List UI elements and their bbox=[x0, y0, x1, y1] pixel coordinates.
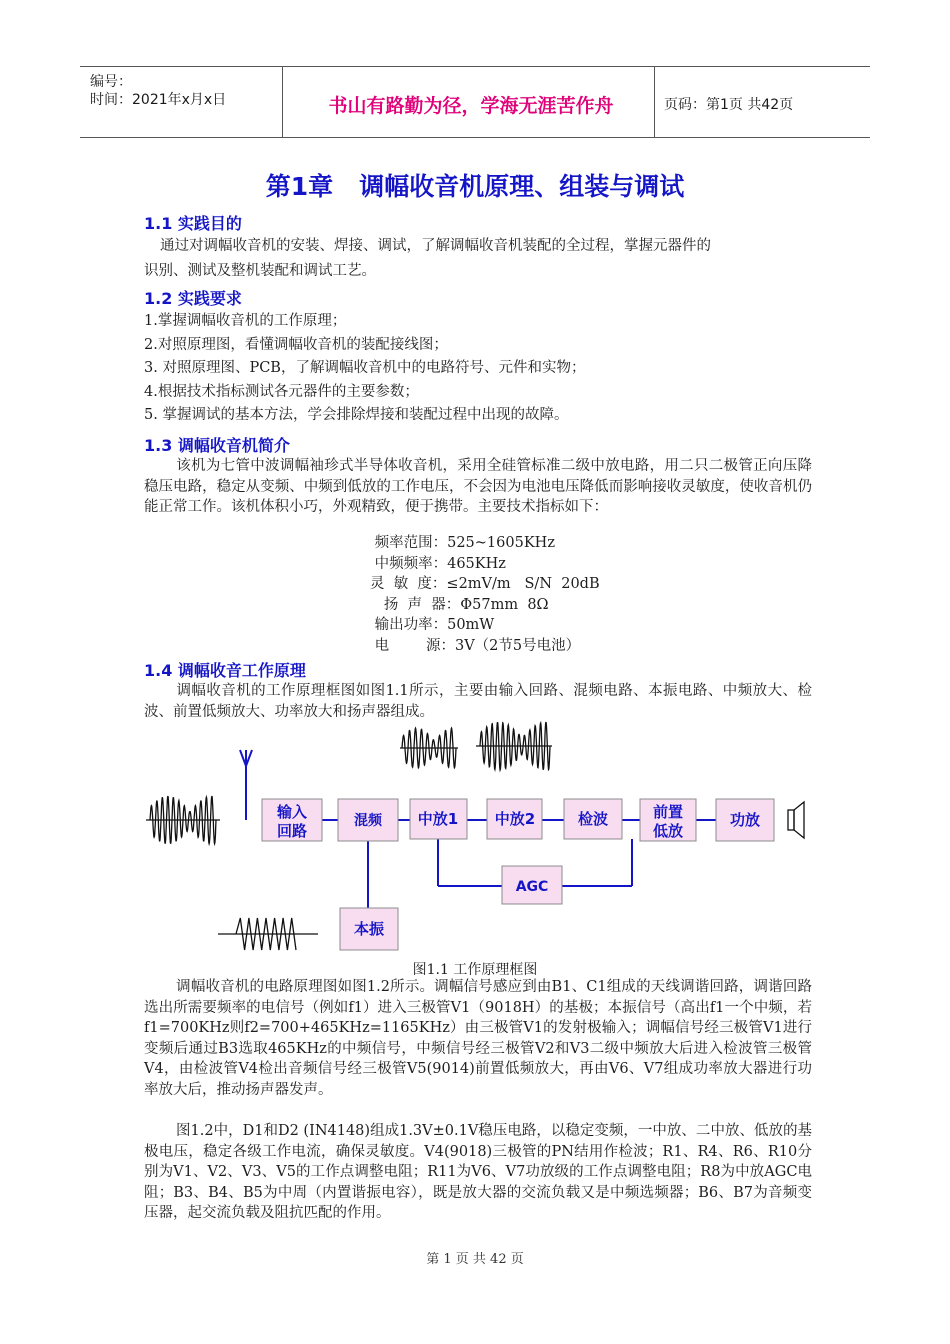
header-divider bbox=[282, 67, 283, 137]
circuit-paragraph: 调幅收音机的电路原理图如图1.2所示。调幅信号感应到由B1、C1组成的天线调谐回路，调谐回路选出所需要频率的电信号（例如f1）进入三极管V1（9018H）的基极；本振信号（高出f1一个中频，若f1=700KHz则f2=700+465KHz=1165KHz）由三极管V1的发射极输入；调幅信号经三极管V1进行变频后通过B3选取465KHz的中频信号，中频信号经三极管V2和V3二级中频放大后进入检波管三极管V4，由检波管V4检出音频信号经三极管V5(9014)前置低频放大，再由V6、V7组成功率放大器进行功率放大后，推动扬声器发声。 bbox=[144, 979, 812, 1098]
section-1-1-text bbox=[144, 236, 812, 282]
circuit-paragraph-2: 图1.2中，D1和D2 (IN4148)组成1.3V±0.1V稳压电路，以稳定变频，一中放、二中放、低放的基极电压，稳定各级工作电流，确保灵敏度。V4(9018)三极管的PN结用作检波；R1、R4、R6、R10分别为V1、V2、V3、V5的工作点调整电阻；R11为V6、V7功放级的工作点调整电阻；R8为中放AGC电阻；B3、B4、B5为中周（内置谐振电容），既是放大器的交流负载又是中频选频器；B6、B7为音频变压器，起交流负载及阻抗匹配的作用。 bbox=[144, 1123, 812, 1221]
principle-paragraph: 调幅收音机的工作原理框图如图1.1所示，主要由输入回路、混频电路、本振电路、中频放大、检波、前置低频放大、功率放大和扬声器组成。 bbox=[144, 683, 812, 720]
spec-item: 输出功率：50mW bbox=[370, 617, 495, 633]
block-diagram bbox=[140, 718, 820, 958]
oscillator-waveform-icon bbox=[218, 918, 318, 950]
input-am-waveform-icon bbox=[146, 796, 220, 844]
block-power-amp bbox=[716, 799, 774, 841]
header-page-number: 页码：第1页 共42页 bbox=[664, 97, 794, 113]
block-detector bbox=[564, 799, 622, 839]
section-heading-1-3: 1.3 调幅收音机简介 bbox=[144, 436, 290, 455]
list-item: 5. 掌握调试的基本方法，学会排除焊接和装配过程中出现的故障。 bbox=[144, 407, 569, 423]
svg-text:低放: 低放 bbox=[652, 822, 684, 840]
spec-item: 中频频率：465KHz bbox=[370, 555, 506, 572]
requirements-list bbox=[144, 310, 812, 428]
block-input-circuit bbox=[262, 799, 322, 841]
svg-text:AGC: AGC bbox=[515, 879, 549, 895]
block-if-amp-2 bbox=[487, 799, 542, 839]
svg-text:本振: 本振 bbox=[353, 920, 385, 938]
section-heading-1-4: 1.4 调幅收音工作原理 bbox=[144, 661, 306, 680]
svg-text:功放: 功放 bbox=[729, 811, 761, 829]
section-heading-1-2: 1.2 实践要求 bbox=[144, 289, 242, 308]
block-local-oscillator bbox=[340, 908, 398, 950]
svg-text:输入: 输入 bbox=[276, 803, 308, 821]
mixed-am-waveform-icon bbox=[476, 722, 552, 770]
svg-text:中放1: 中放1 bbox=[417, 810, 459, 828]
section-heading-1-1: 1.1 实践目的 bbox=[144, 214, 242, 233]
chapter-number: 第1章 bbox=[265, 172, 334, 201]
serial-label: 编号： bbox=[90, 74, 132, 90]
figure-caption: 图1.1 工作原理框图 bbox=[412, 962, 538, 978]
svg-text:中放2: 中放2 bbox=[494, 810, 536, 828]
spec-item: 电 源：3V（2节5号电池） bbox=[370, 637, 581, 654]
header-motto: 书山有路勤为径，学海无涯苦作舟 bbox=[328, 95, 614, 117]
block-agc bbox=[502, 866, 562, 904]
header-divider bbox=[654, 67, 655, 137]
block-mixer bbox=[338, 799, 398, 841]
spec-item: 频率范围：525~1605KHz bbox=[370, 535, 555, 551]
svg-text:前置: 前置 bbox=[652, 803, 684, 821]
svg-text:检波: 检波 bbox=[577, 810, 609, 828]
svg-text:混频: 混频 bbox=[354, 813, 382, 829]
list-item: 2.对照原理图，看懂调幅收音机的装配接线图； bbox=[144, 336, 448, 353]
block-if-amp-1 bbox=[410, 799, 467, 839]
date-label: 时间：2021年x月x日 bbox=[90, 92, 227, 108]
page-header bbox=[80, 66, 870, 138]
spec-item: 扬 声 器：Φ57mm 8Ω bbox=[370, 596, 549, 613]
svg-text:回路: 回路 bbox=[276, 822, 308, 840]
chapter-title bbox=[0, 167, 950, 203]
chapter-name: 调幅收音机原理、组装与调试 bbox=[359, 172, 685, 201]
list-item: 1.掌握调幅收音机的工作原理； bbox=[144, 313, 347, 329]
block-preamp bbox=[640, 799, 696, 841]
text-line: 通过对调幅收音机的安装、焊接、调试，了解调幅收音机装配的全过程，掌握元器件的 bbox=[160, 238, 711, 254]
spec-item: 灵 敏 度：≤2mV/m S/N 20dB bbox=[370, 576, 600, 592]
if-am-waveform-icon bbox=[400, 728, 458, 768]
text-line: 识别、测试及整机装配和调试工艺。 bbox=[144, 263, 376, 279]
list-item: 3. 对照原理图、PCB，了解调幅收音机中的电路符号、元件和实物； bbox=[144, 360, 586, 376]
page-footer: 第 1 页 共 42 页 bbox=[426, 1252, 524, 1267]
list-item: 4.根据技术指标测试各元器件的主要参数； bbox=[144, 383, 419, 400]
speaker-icon bbox=[788, 802, 804, 838]
intro-paragraph: 该机为七管中波调幅袖珍式半导体收音机，采用全硅管标准二级中放电路，用二只二极管正向压降稳压电路，稳定从变频、中频到低放的工作电压，不会因为电池电压降低而影响接收灵敏度，使收音机仍能正常工作。该机体积小巧，外观精致，便于携带。主要技术指标如下： bbox=[144, 458, 812, 515]
header-meta bbox=[90, 73, 226, 109]
spec-list bbox=[370, 533, 600, 656]
